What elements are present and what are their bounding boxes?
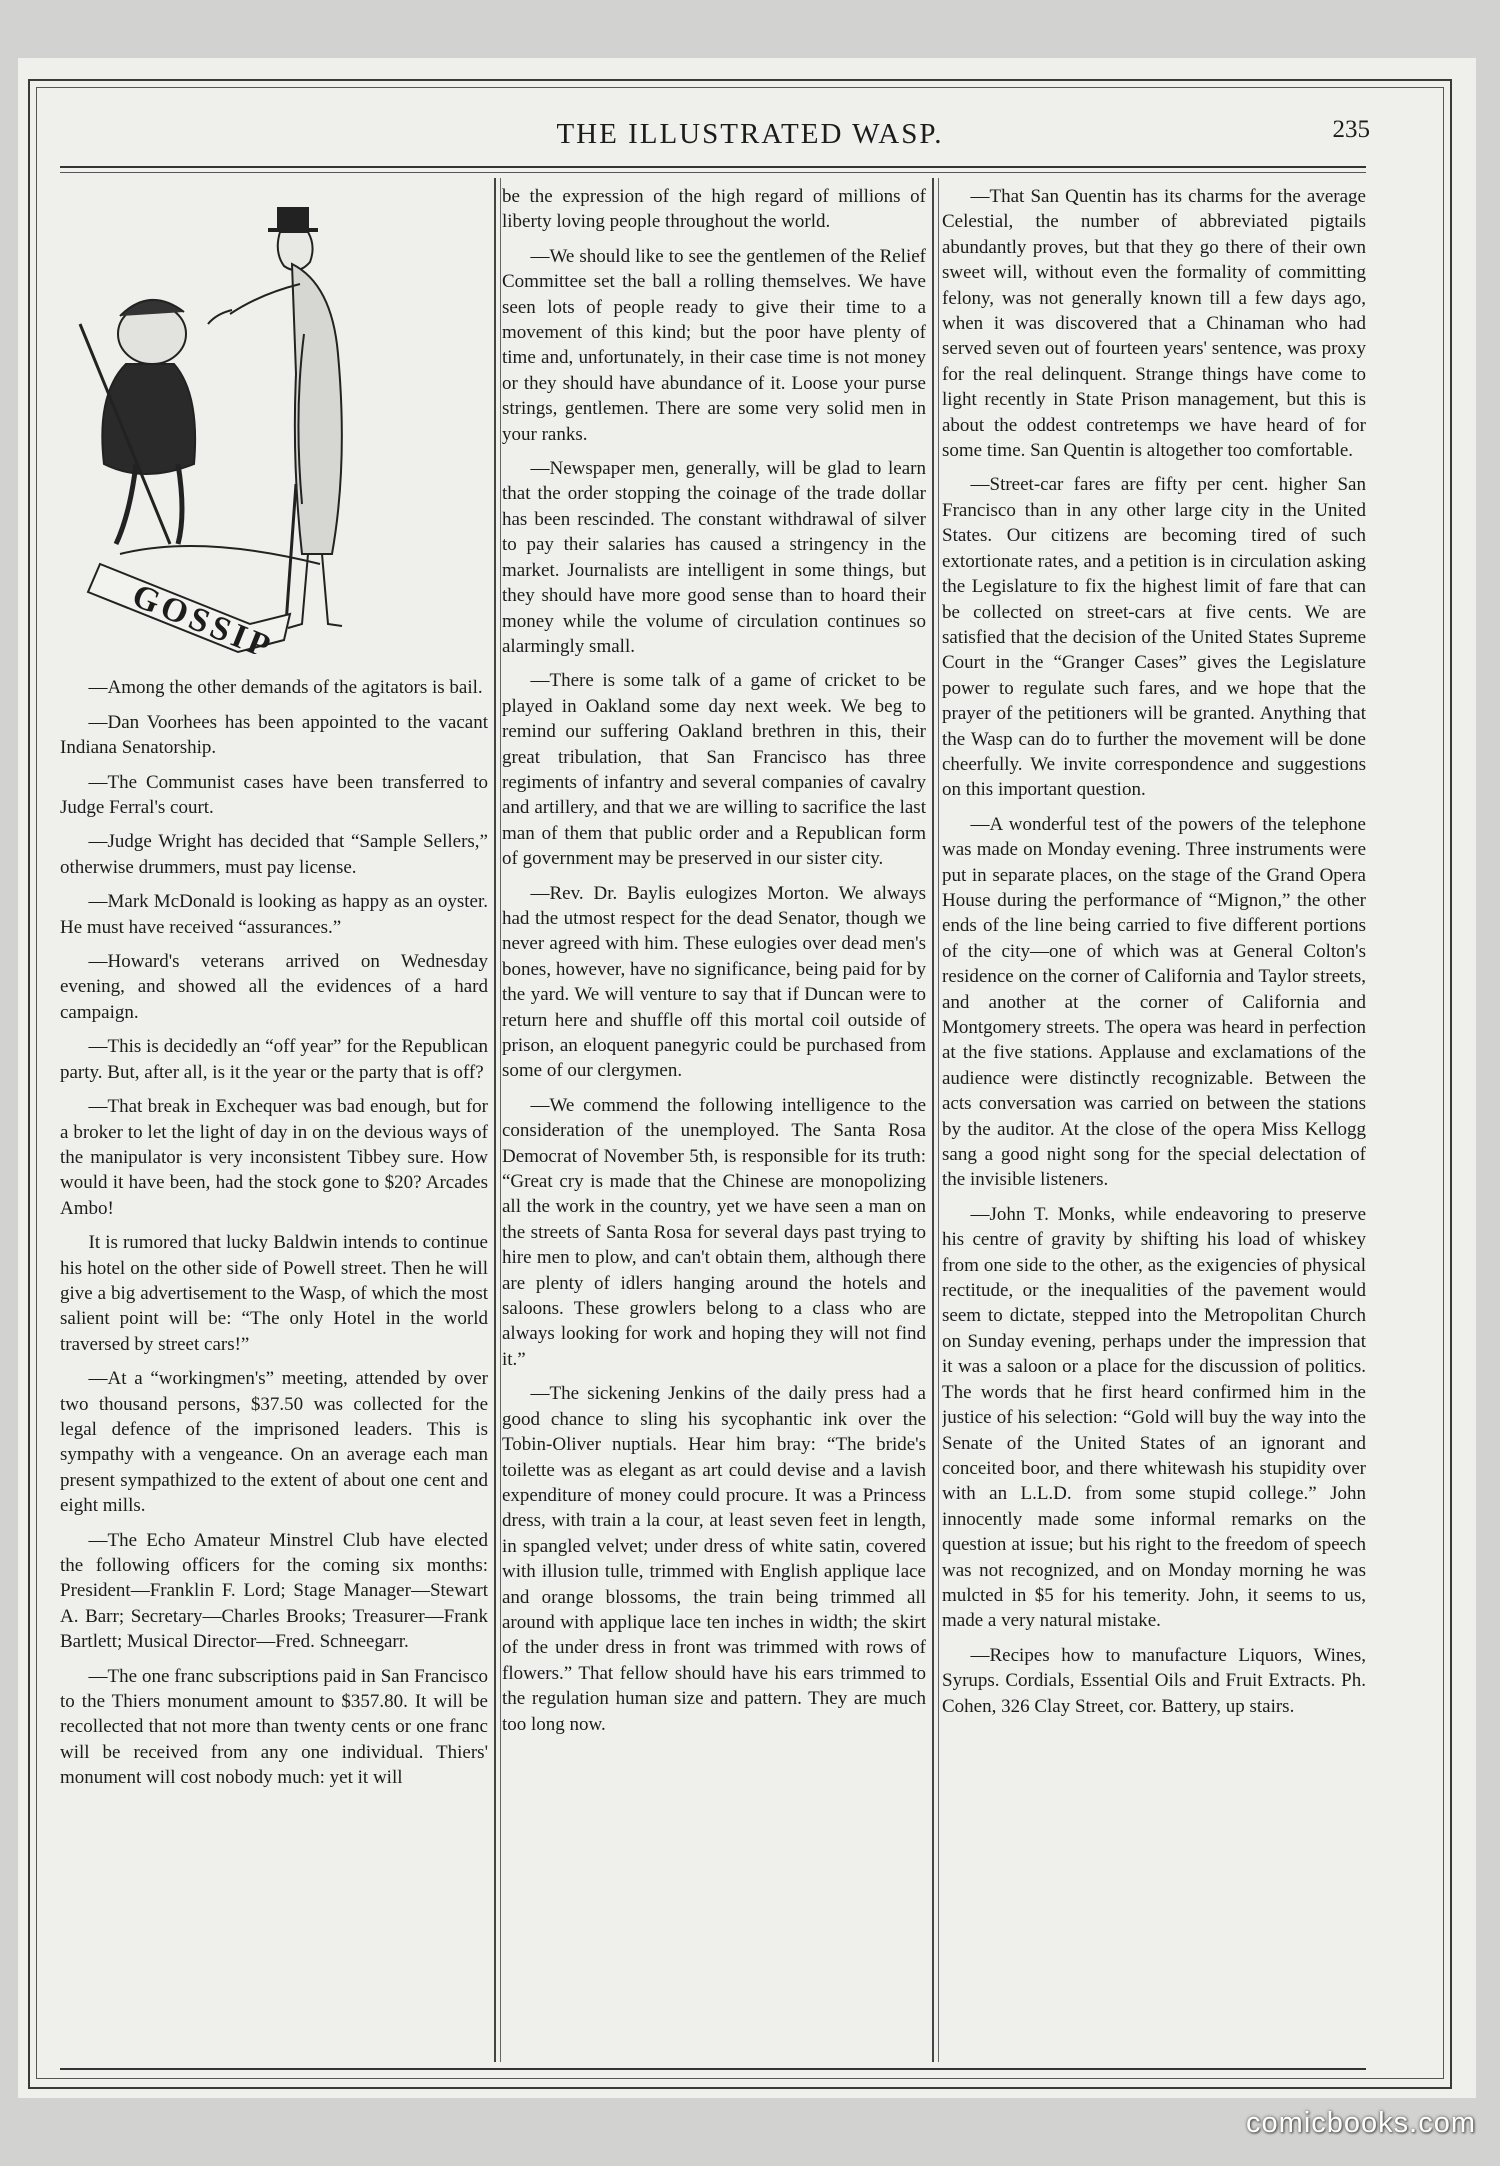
- news-item: —A wonderful test of the powers of the telephone was made on Monday evening. Three instruments were put in separate places, on the stage of the Grand Opera House during the performance of “Mignon,” the other ends of the line being carried to five different portions of the city—one of which was at General Colton's residence on the corner of California and Taylor streets, and another at the corner of California and Montgomery streets. The opera was heard in perfection at the five stations. Applause and exclamations of the audience were distinctly recognizable. Between the acts conversation was carried on between the stations by the auditor. At the close of the opera Miss Kellogg sang a good night song for the special delectation of the invisible listeners.: [942, 813, 1366, 1191]
- news-item: —Mark McDonald is looking as happy as an oyster. He must have received “assurances.”: [60, 891, 488, 938]
- news-item: —We commend the following intelligence to the consideration of the unemployed. The Santa Rosa Democrat of November 5th, is responsible for its truth: “Great cry is made that the Chinese are monopolizing all the work in the country, yet we have seen a man on the streets of Santa Rosa for several days past trying to hire men to plow, and can't obtain them, although there are plenty of idlers hanging around the hotels and saloons. These growlers belong to a class who are always looking for work and hoping they will not find it.”: [502, 1094, 926, 1370]
- news-item: —The sickening Jenkins of the daily press had a good chance to sling his sycophantic ink over the Tobin-Oliver nuptials. Hear him bray: “The bride's toilette was as elegant as art could devise and a lavish expenditure of money could procure. It was a Princess dress, with train a la cour, at least seven feet in length, in spangled velvet; under dress of white satin, covered with illusion tulle, trimmed with English applique lace and orange blossoms, the train being trimmed all around with applique lace ten inches in width; the skirt of the under dress in front was trimmed with rows of flowers.” That fellow should have his ears trimmed to the regulation human size and pattern. They are much too long now.: [502, 1383, 926, 1735]
- news-item: —Howard's veterans arrived on Wednesday evening, and showed all the evidences of a hard campaign.: [60, 951, 488, 1023]
- gossip-illustration: [60, 184, 488, 654]
- column-rule-2: [932, 178, 934, 2062]
- news-item: —Rev. Dr. Baylis eulogizes Morton. We always had the utmost respect for the dead Senator, though we never agreed with him. These eulogies over dead men's bones, however, have no significance, being paid for by the yard. We will venture to say that if Duncan were to return here and shuffle off this mortal coil outside of prison, an eloquent panegyric could be purchased from some of our clergymen.: [502, 882, 926, 1082]
- news-item: —The Communist cases have been transferred to Judge Ferral's court.: [60, 771, 488, 819]
- news-item: —Newspaper men, generally, will be glad to learn that the order stopping the coinage of the trade dollar has been rescinded. The constant withdrawal of silver to pay their salaries has caused a stringency in the market. Journalists are intelligent in some things, but they should have more good sense than to hoard their money while the volume of circulation continues so alarmingly small.: [502, 458, 926, 657]
- news-item: —The Echo Amateur Minstrel Club have elected the following officers for the coming six months: President—Franklin F. Lord; Stage Manager—Stewart A. Barr; Secretary—Charles Brooks; Treasurer—Frank Bartlett; Musical Director—Fred. Schneegarr.: [60, 1529, 488, 1653]
- column-1: [60, 184, 488, 2064]
- news-item: —At a “workingmen's” meeting, attended by over two thousand persons, $37.50 was collected for the legal defence of the imprisoned leaders. This is sympathy with a vengeance. On an average each man present sympathized to the extent of about one cent and eight mills.: [60, 1368, 488, 1517]
- news-item: —That break in Exchequer was bad enough, but for a broker to let the light of day in on the devious ways of the manipulator is very inconsistent Tibbey sure. How would it have been, had the stock gone to $20? Arcades Ambo!: [60, 1096, 488, 1219]
- page-number: 235: [1332, 116, 1370, 143]
- news-item: —This is decidedly an “off year” for the Republican party. But, after all, is it the year or the party that is off?: [60, 1036, 488, 1083]
- column-2: [502, 184, 926, 2064]
- news-item: It is rumored that lucky Baldwin intends to continue his hotel on the other side of Powell street. Then he will give a big advertisement to the Wasp, of which the most salient point will be: “The only Hotel in the world traversed by street cars!”: [60, 1232, 488, 1355]
- news-item: —Street-car fares are fifty per cent. higher San Francisco than in any other large city in the United States. Our citizens are becoming tired of such extortionate rates, and a petition is in circulation asking the Legislature to fix the highest limit of fare that can be collected on street-cars at five cents. We are satisfied that the decision of the United States Supreme Court in the “Granger Cases” gives the Legislature power to regulate such fares, and we hope that the prayer of the petitioners will be granted. Anything that the Wasp can do to further the movement will be done cheerfully. We invite correspondence and suggestions on this important question.: [942, 474, 1366, 801]
- news-item: —Recipes how to manufacture Liquors, Wines, Syrups. Cordials, Essential Oils and Fruit Extracts. Ph. Cohen, 326 Clay Street, cor. Battery, up stairs.: [942, 1644, 1366, 1717]
- news-item: —Dan Voorhees has been appointed to the vacant Indiana Senatorship.: [60, 711, 488, 759]
- column-1-items: [60, 675, 488, 1790]
- news-item: —The one franc subscriptions paid in San Francisco to the Thiers monument amount to $357.80. It will be recollected that not more than twenty cents or one franc will be received from any one individual. Thiers' monument will cost nobody much: yet it will: [60, 1665, 488, 1789]
- watermark-text: comicbooks.com: [1246, 2107, 1476, 2139]
- gossip-banner-text: GOSSIP: [127, 577, 279, 654]
- footer-rule: [60, 2068, 1366, 2070]
- column-3: [942, 184, 1366, 2064]
- news-item: —Among the other demands of the agitators is bail.: [88, 677, 483, 699]
- page-title: THE ILLUSTRATED WASP.: [556, 118, 944, 150]
- news-item: —We should like to see the gentlemen of the Relief Committee set the ball a rolling themselves. We have seen lots of people ready to give their time to a movement of this kind; but the poor have plenty of time and, unfortunately, in their case time is not money or they should have abundance of it. Loose your purse strings, gentlemen. There are some very solid men in your ranks.: [502, 245, 926, 445]
- news-item: —John T. Monks, while endeavoring to preserve his centre of gravity by shifting his load of whiskey from one side to the other, as the exigencies of physical rectitude, or the inequalities of the pavement would seem to dictate, stepped into the Metropolitan Church on Sunday evening, perhaps under the impression that it was a saloon or a place for the discussion of politics. The words that he first heard confirmed him in the justice of his selection: “Gold will buy the way into the Senate of the United States of an ignorant and conceited boor, and there whitewash his stupidity over with an L.L.D. from some stupid college.” John innocently made some informal remarks on the question at issue; but his right to the freedom of speech was not recognized, and on Monday morning he was mulcted in $5 for his temerity. John, it seems to us, made a very natural mistake.: [942, 1203, 1366, 1632]
- header-rule: [60, 166, 1366, 168]
- header-rule-thin: [60, 172, 1366, 173]
- news-item: —Judge Wright has decided that “Sample Sellers,” otherwise drummers, must pay license.: [60, 831, 488, 878]
- column-rule-1: [494, 178, 496, 2062]
- news-item: —That San Quentin has its charms for the average Celestial, the number of abbreviated pigtails abundantly proves, but that they go there of their own sweet will, without even the formality of committing felony, was not generally known till a few days ago, when it was discovered that a Chinaman who had served seven out of fourteen years' sentence, was proxy for the real delinquent. Strange things have come to light recently in State Prison management, but this is about the oddest contretemps we have heard of for some time. San Quentin is altogether too comfortable.: [942, 186, 1366, 462]
- news-item: —There is some talk of a game of cricket to be played in Oakland some day next week. We beg to remind our suffering Oakland brethren in this, their great tribulation, that San Francisco has three regiments of infantry and several companies of cavalry and artillery, and that we are willing to sacrifice the last man of them that public order and a Republican form of government may be preserved in our sister city.: [502, 670, 926, 870]
- news-item: be the expression of the high regard of millions of liberty loving people throughout the world.: [502, 186, 926, 233]
